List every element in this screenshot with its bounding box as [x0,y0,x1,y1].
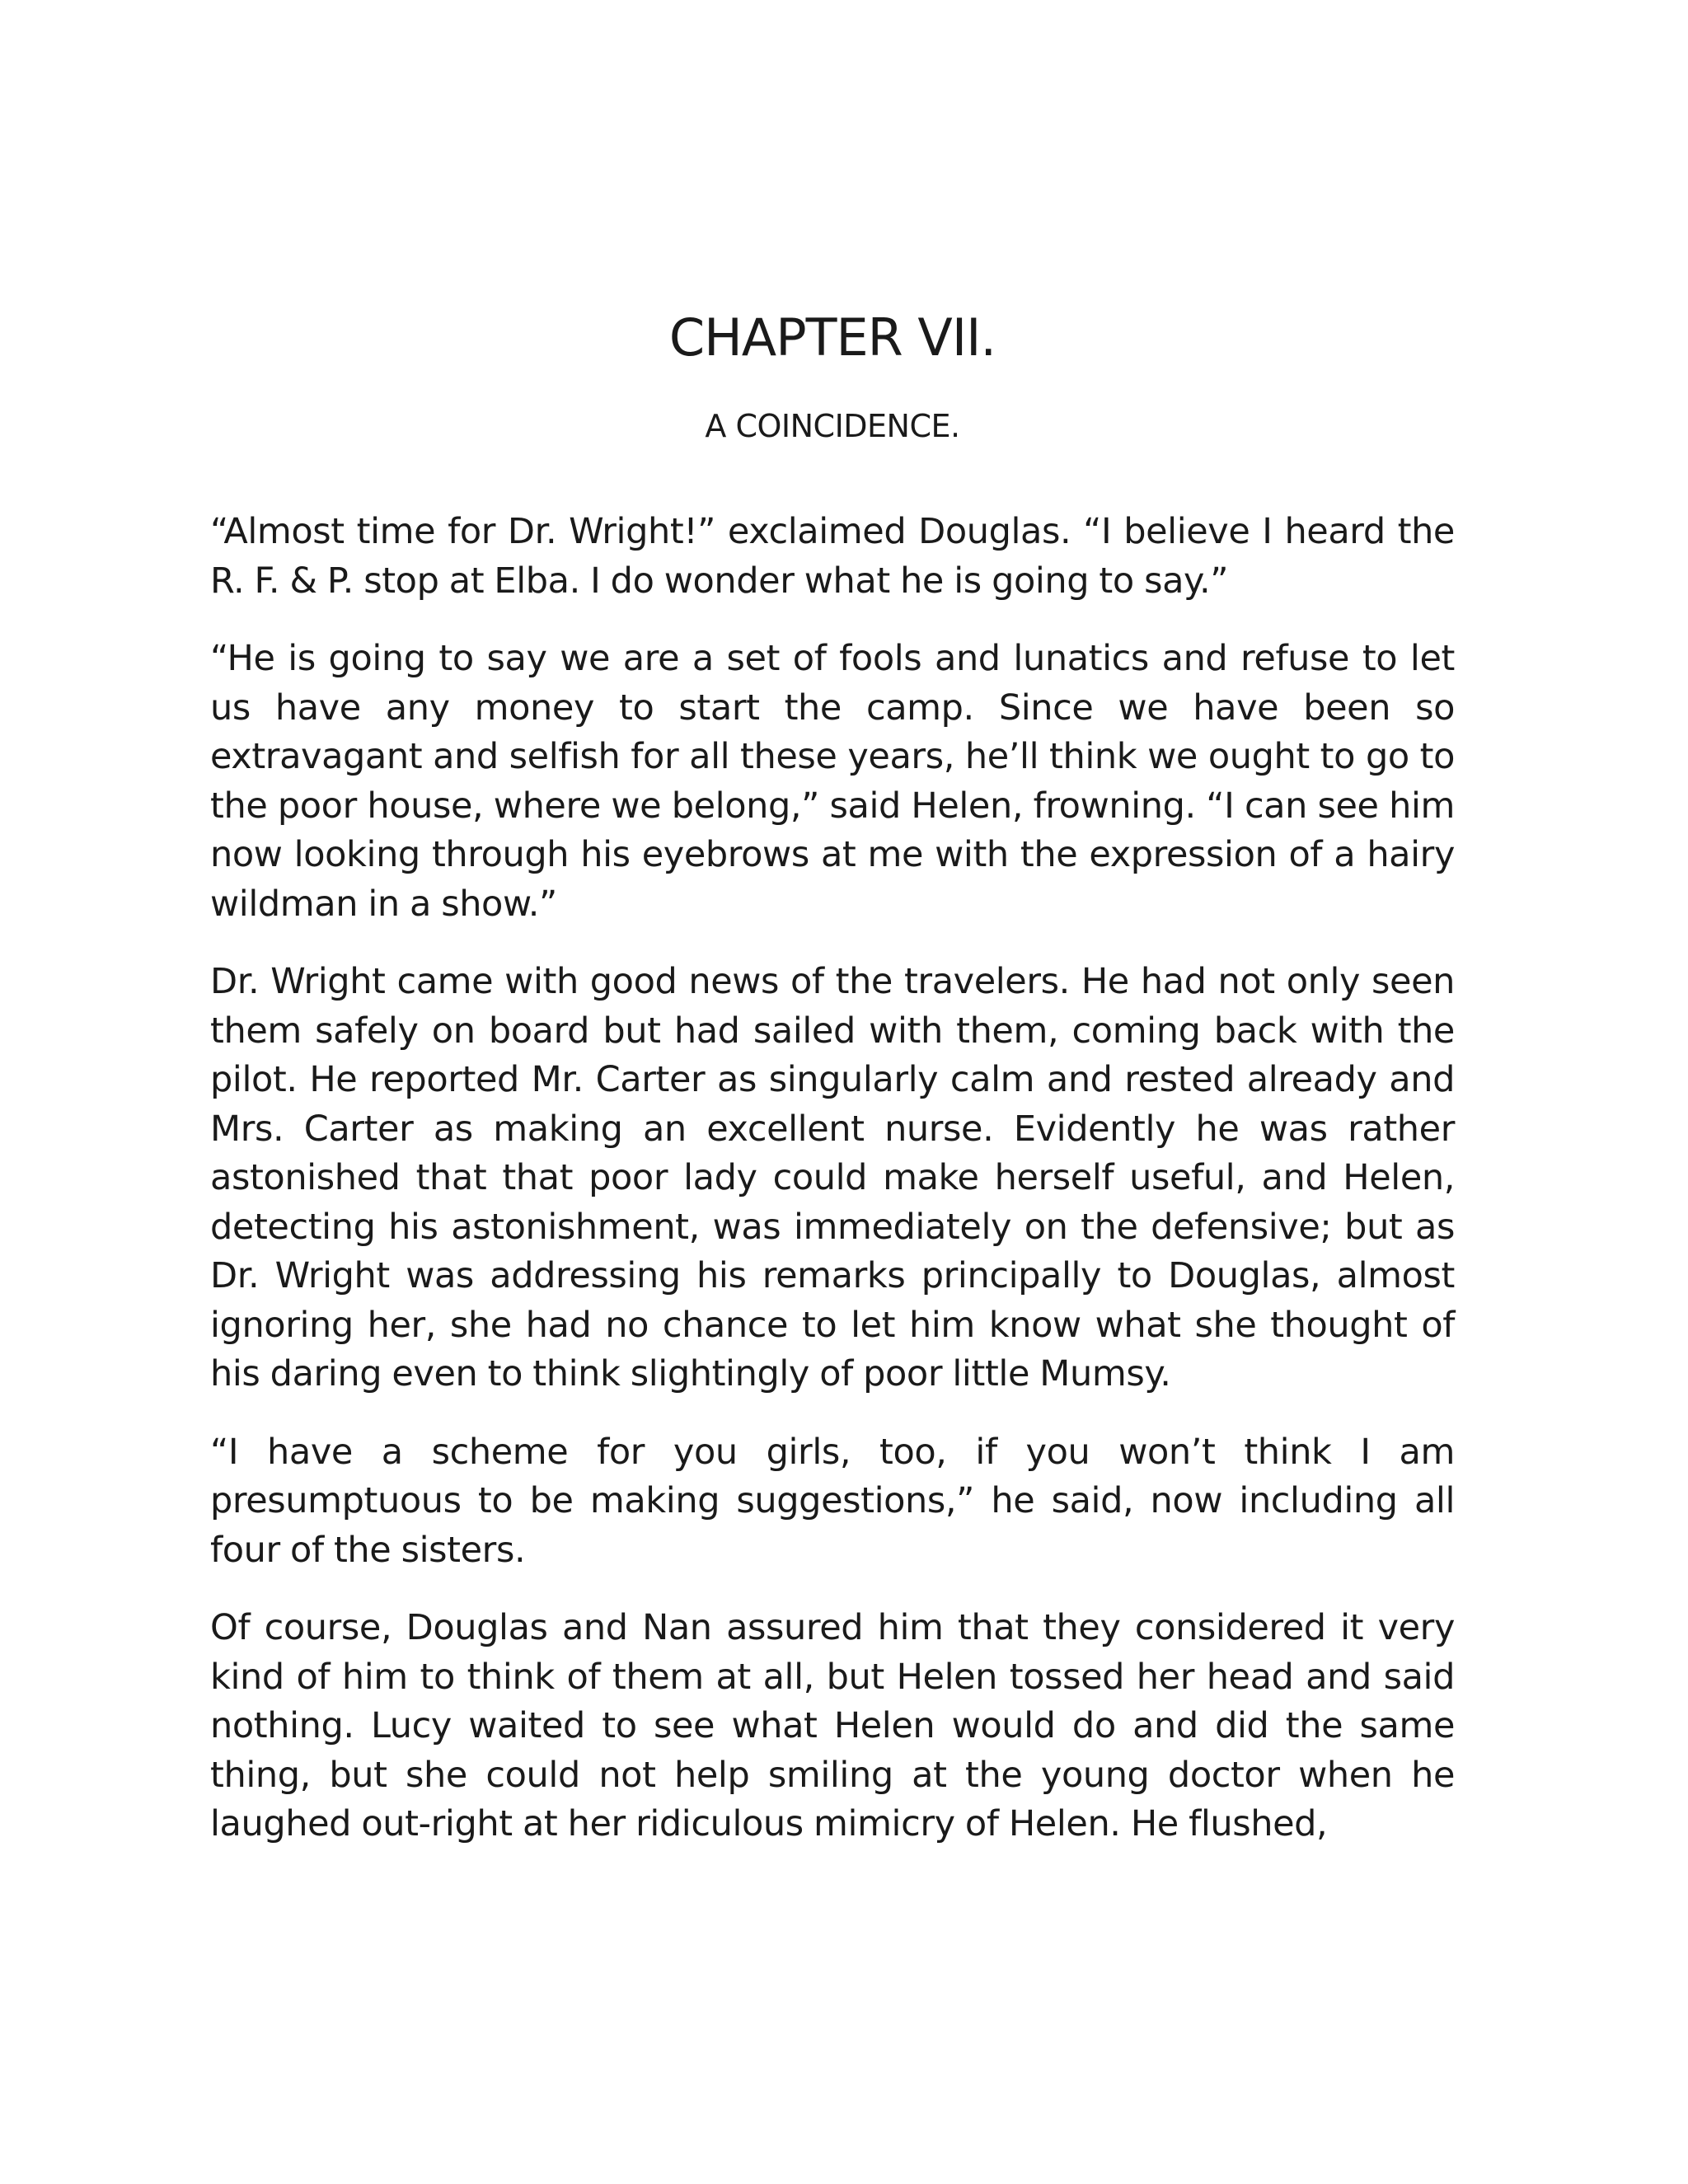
paragraph-2: “He is going to say we are a set of fools and lunatics and refuse to let us have any money to start the camp. Since we have been so extravagant and selfish for all these years, he’ll think we ought to go to the poor house, where we belong,” said Helen, frowning. “I can see him now looking through his eyebrows at me with the expression of a hairy wildman in a show.” [210,638,1455,925]
paragraph-3: Dr. Wright came with good news of the travelers. He had not only seen them safely on board but had sailed with them, coming back with the pilot. He reported Mr. Carter as singularly calm and rested already and Mrs. Carter as making an excellent nurse. Evidently he was rather astonished that that poor lady could make herself useful, and Helen, detecting his astonishment, was immediately on the defensive; but as Dr. Wright was addressing his remarks principally to Douglas, almost ignoring her, she had no chance to let him know what she thought of his daring even to think slightingly of poor little Mumsy. [210,961,1455,1394]
paragraph-4: “I have a scheme for you girls, too, if you won’t think I am presumptuous to be making suggestions,” he said, now including all four of the sisters. [210,1431,1455,1571]
chapter-subtitle: A COINCIDENCE. [705,408,960,444]
chapter-body [210,508,1455,1849]
book-page [210,305,1455,1878]
paragraph-1: “Almost time for Dr. Wright!” exclaimed Douglas. “I believe I heard the R. F. & P. stop at Elba. I do wonder what he is going to say.” [210,511,1455,602]
chapter-title: CHAPTER VII. [668,307,996,368]
paragraph-5: Of course, Douglas and Nan assured him that they considered it very kind of him to think of them at all, but Helen tossed her head and said nothing. Lucy waited to see what Helen would do and did the same thing, but she could not help smiling at the young doctor when he laughed out-right at her ridiculous mimicry of Helen. He flushed, [210,1607,1455,1844]
